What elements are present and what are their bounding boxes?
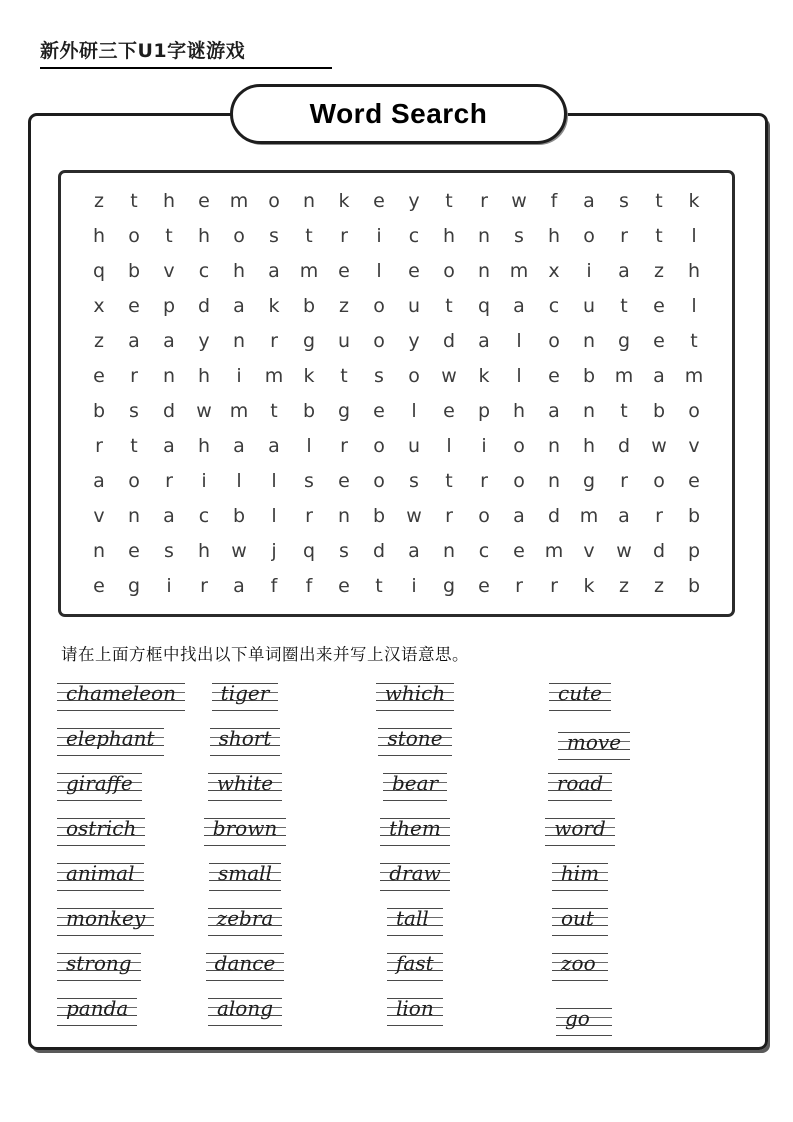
grid-letter: p xyxy=(162,295,176,317)
word-text: tiger xyxy=(220,681,270,705)
word-text: animal xyxy=(66,861,135,885)
grid-letter: a xyxy=(548,400,560,422)
grid-letter: i xyxy=(481,435,487,457)
grid-letter: o xyxy=(373,470,385,492)
word-guide-lines xyxy=(548,773,612,801)
grid-letter: h xyxy=(232,260,246,282)
grid-letter: t xyxy=(165,225,173,247)
grid-letter: y xyxy=(408,190,420,212)
grid-letter: r xyxy=(620,470,628,492)
grid-letter: w xyxy=(441,365,457,387)
grid-letter: w xyxy=(406,505,422,527)
grid-letter: n xyxy=(127,505,141,527)
grid-letter: a xyxy=(163,435,175,457)
grid-letter: k xyxy=(268,295,280,317)
grid-letter: o xyxy=(443,260,455,282)
grid-letter: v xyxy=(583,540,595,562)
grid-letter: r xyxy=(130,365,138,387)
grid-letter: u xyxy=(407,435,421,457)
grid-letter: n xyxy=(337,505,351,527)
grid-letter: m xyxy=(684,365,704,387)
grid-letter: x xyxy=(548,260,560,282)
word-text: lion xyxy=(396,996,434,1020)
grid-letter: s xyxy=(129,400,139,422)
grid-letter: m xyxy=(299,260,319,282)
grid-letter: b xyxy=(372,505,386,527)
word-text: fast xyxy=(396,951,434,975)
grid-letter: r xyxy=(340,435,348,457)
grid-letter: e xyxy=(548,365,560,387)
word-text: stone xyxy=(387,726,443,750)
grid-letter: t xyxy=(655,190,663,212)
grid-letter: f xyxy=(550,190,558,212)
grid-letter: s xyxy=(619,190,629,212)
grid-letter: w xyxy=(511,190,527,212)
word-guide-lines xyxy=(387,998,443,1026)
grid-letter: v xyxy=(163,260,175,282)
grid-letter: t xyxy=(340,365,348,387)
grid-letter: r xyxy=(270,330,278,352)
grid-letter: o xyxy=(373,295,385,317)
word-guide-lines xyxy=(380,818,450,846)
grid-letter: d xyxy=(372,540,386,562)
grid-letter: a xyxy=(268,260,280,282)
grid-letter: b xyxy=(92,400,106,422)
word-guide-lines xyxy=(57,953,141,981)
grid-letter: e xyxy=(653,330,665,352)
grid-letter: a xyxy=(233,295,245,317)
word-guide-lines xyxy=(552,908,608,936)
grid-letter: n xyxy=(547,435,561,457)
grid-letter: c xyxy=(198,260,210,282)
grid-letter: n xyxy=(477,260,491,282)
grid-letter: e xyxy=(478,575,490,597)
grid-letter: t xyxy=(445,470,453,492)
grid-letter: y xyxy=(408,330,420,352)
grid-letter: w xyxy=(231,540,247,562)
grid-letter: u xyxy=(337,330,351,352)
grid-letter: t xyxy=(655,225,663,247)
word-text: them xyxy=(389,816,441,840)
grid-letter: d xyxy=(197,295,211,317)
word-guide-lines xyxy=(545,818,615,846)
grid-letter: h xyxy=(687,260,701,282)
word-guide-lines xyxy=(378,728,451,756)
grid-letter: b xyxy=(232,505,246,527)
grid-letter: g xyxy=(442,575,456,597)
word-text: zebra xyxy=(216,906,274,930)
word-guide-lines xyxy=(208,998,282,1026)
word-guide-lines xyxy=(552,953,608,981)
grid-letter: e xyxy=(93,575,105,597)
grid-letter: a xyxy=(233,575,245,597)
doc-title: 新外研三下U1字谜游戏 xyxy=(40,36,332,69)
grid-letter: e xyxy=(373,400,385,422)
grid-letter: n xyxy=(442,540,456,562)
grid-letter: b xyxy=(302,295,316,317)
grid-letter: o xyxy=(548,330,560,352)
grid-letter: i xyxy=(166,575,172,597)
grid-letter: r xyxy=(200,575,208,597)
grid-letter: s xyxy=(374,365,384,387)
grid-letter: o xyxy=(478,505,490,527)
letter-grid xyxy=(82,184,712,604)
word-text: white xyxy=(216,771,274,795)
grid-letter: a xyxy=(93,470,105,492)
grid-letter: v xyxy=(688,435,700,457)
grid-letter: t xyxy=(445,190,453,212)
grid-letter: z xyxy=(654,575,664,597)
grid-letter: j xyxy=(271,540,277,562)
word-text: strong xyxy=(66,951,132,975)
grid-letter: d xyxy=(442,330,456,352)
grid-letter: a xyxy=(653,365,665,387)
grid-letter: g xyxy=(582,470,596,492)
word-guide-lines xyxy=(57,683,185,711)
grid-letter: f xyxy=(270,575,278,597)
grid-letter: e xyxy=(338,260,350,282)
grid-letter: w xyxy=(651,435,667,457)
word-guide-lines xyxy=(208,773,282,801)
grid-letter: n xyxy=(582,330,596,352)
grid-letter: i xyxy=(201,470,207,492)
grid-letter: b xyxy=(127,260,141,282)
grid-letter: a xyxy=(233,435,245,457)
grid-letter: r xyxy=(480,190,488,212)
grid-letter: z xyxy=(654,260,664,282)
grid-letter: e xyxy=(128,295,140,317)
grid-letter: a xyxy=(408,540,420,562)
word-text: dance xyxy=(214,951,276,975)
grid-letter: b xyxy=(302,400,316,422)
grid-letter: i xyxy=(236,365,242,387)
grid-letter: t xyxy=(375,575,383,597)
grid-letter: t xyxy=(690,330,698,352)
grid-letter: o xyxy=(513,470,525,492)
grid-letter: t xyxy=(445,295,453,317)
word-guide-lines xyxy=(552,863,608,891)
word-guide-lines xyxy=(209,863,281,891)
grid-letter: m xyxy=(509,260,529,282)
word-text: go xyxy=(565,1006,590,1030)
grid-letter: f xyxy=(305,575,313,597)
word-guide-lines xyxy=(57,908,154,936)
grid-letter: a xyxy=(478,330,490,352)
grid-letter: m xyxy=(614,365,634,387)
word-guide-lines xyxy=(556,1008,612,1036)
word-search-banner xyxy=(230,84,567,144)
grid-letter: r xyxy=(165,470,173,492)
grid-letter: o xyxy=(583,225,595,247)
grid-letter: o xyxy=(373,330,385,352)
grid-letter: s xyxy=(164,540,174,562)
grid-letter: r xyxy=(515,575,523,597)
word-guide-lines xyxy=(549,683,611,711)
word-column-2 xyxy=(175,683,315,1043)
word-text: word xyxy=(554,816,606,840)
grid-letter: m xyxy=(579,505,599,527)
grid-letter: m xyxy=(264,365,284,387)
grid-letter: o xyxy=(233,225,245,247)
grid-letter: h xyxy=(512,400,526,422)
grid-letter: r xyxy=(620,225,628,247)
grid-letter: y xyxy=(198,330,210,352)
word-text: monkey xyxy=(66,906,146,930)
grid-letter: r xyxy=(95,435,103,457)
word-guide-lines xyxy=(57,863,144,891)
grid-letter: b xyxy=(687,505,701,527)
grid-letter: a xyxy=(163,505,175,527)
word-text: panda xyxy=(66,996,129,1020)
word-text: tall xyxy=(396,906,429,930)
grid-letter: m xyxy=(544,540,564,562)
grid-letter: o xyxy=(373,435,385,457)
grid-letter: a xyxy=(128,330,140,352)
grid-letter: l xyxy=(271,505,277,527)
grid-letter: o xyxy=(653,470,665,492)
grid-letter: r xyxy=(655,505,663,527)
word-text: chameleon xyxy=(66,681,176,705)
word-guide-lines xyxy=(57,773,142,801)
grid-letter: h xyxy=(92,225,106,247)
word-text: giraffe xyxy=(66,771,133,795)
banner-title: Word Search xyxy=(309,98,488,129)
word-text: road xyxy=(556,771,604,795)
letter-grid-box xyxy=(58,170,735,617)
grid-letter: g xyxy=(337,400,351,422)
grid-letter: h xyxy=(197,540,211,562)
grid-letter: i xyxy=(586,260,592,282)
grid-letter: e xyxy=(338,470,350,492)
grid-letter: h xyxy=(162,190,176,212)
grid-letter: l xyxy=(271,470,277,492)
word-text: out xyxy=(561,906,594,930)
grid-letter: l xyxy=(411,400,417,422)
grid-letter: s xyxy=(304,470,314,492)
grid-letter: e xyxy=(408,260,420,282)
grid-letter: b xyxy=(687,575,701,597)
grid-letter: n xyxy=(162,365,176,387)
grid-letter: o xyxy=(268,190,280,212)
word-guide-lines xyxy=(208,908,283,936)
grid-letter: d xyxy=(617,435,631,457)
grid-letter: h xyxy=(442,225,456,247)
grid-letter: s xyxy=(269,225,279,247)
grid-letter: s xyxy=(514,225,524,247)
grid-letter: m xyxy=(229,190,249,212)
grid-letter: l xyxy=(306,435,312,457)
word-text: brown xyxy=(212,816,278,840)
grid-letter: i xyxy=(376,225,382,247)
grid-letter: u xyxy=(582,295,596,317)
grid-letter: t xyxy=(130,190,138,212)
grid-letter: h xyxy=(582,435,596,457)
grid-letter: a xyxy=(513,505,525,527)
grid-letter: r xyxy=(550,575,558,597)
grid-letter: k xyxy=(583,575,595,597)
grid-letter: q xyxy=(477,295,491,317)
grid-letter: l xyxy=(376,260,382,282)
grid-letter: h xyxy=(197,225,211,247)
grid-letter: d xyxy=(547,505,561,527)
grid-letter: u xyxy=(407,295,421,317)
word-text: elephant xyxy=(66,726,155,750)
grid-letter: a xyxy=(268,435,280,457)
grid-letter: e xyxy=(513,540,525,562)
word-text: short xyxy=(218,726,272,750)
word-text: cute xyxy=(558,681,602,705)
grid-letter: p xyxy=(687,540,701,562)
grid-letter: w xyxy=(616,540,632,562)
word-guide-lines xyxy=(57,728,164,756)
grid-letter: n xyxy=(302,190,316,212)
grid-letter: q xyxy=(302,540,316,562)
word-guide-lines xyxy=(387,908,443,936)
word-text: zoo xyxy=(561,951,596,975)
grid-letter: o xyxy=(688,400,700,422)
grid-letter: z xyxy=(339,295,349,317)
grid-letter: q xyxy=(92,260,106,282)
grid-letter: e xyxy=(93,365,105,387)
grid-letter: l xyxy=(691,225,697,247)
word-guide-lines xyxy=(380,863,449,891)
grid-letter: z xyxy=(94,190,104,212)
grid-letter: r xyxy=(340,225,348,247)
word-guide-lines xyxy=(387,953,443,981)
grid-letter: a xyxy=(618,505,630,527)
word-text: bear xyxy=(391,771,439,795)
grid-letter: n xyxy=(582,400,596,422)
grid-letter: e xyxy=(443,400,455,422)
grid-letter: n xyxy=(477,225,491,247)
grid-letter: a xyxy=(618,260,630,282)
word-column-3 xyxy=(345,683,485,1043)
grid-letter: z xyxy=(94,330,104,352)
word-guide-lines xyxy=(57,818,145,846)
grid-letter: d xyxy=(652,540,666,562)
word-guide-lines xyxy=(212,683,279,711)
grid-letter: c xyxy=(408,225,420,247)
grid-letter: l xyxy=(236,470,242,492)
grid-letter: z xyxy=(619,575,629,597)
grid-letter: t xyxy=(620,400,628,422)
grid-letter: e xyxy=(653,295,665,317)
grid-letter: p xyxy=(477,400,491,422)
grid-letter: l xyxy=(516,365,522,387)
word-text: along xyxy=(216,996,274,1020)
grid-letter: k xyxy=(338,190,350,212)
grid-letter: l xyxy=(446,435,452,457)
grid-letter: k xyxy=(303,365,315,387)
grid-letter: c xyxy=(548,295,560,317)
grid-letter: w xyxy=(196,400,212,422)
word-guide-lines xyxy=(383,773,447,801)
grid-letter: b xyxy=(652,400,666,422)
grid-letter: o xyxy=(128,470,140,492)
word-text: ostrich xyxy=(66,816,137,840)
grid-letter: n xyxy=(547,470,561,492)
grid-letter: l xyxy=(691,295,697,317)
word-text: move xyxy=(566,730,622,754)
word-guide-lines xyxy=(558,732,630,760)
grid-letter: a xyxy=(513,295,525,317)
grid-letter: o xyxy=(128,225,140,247)
grid-letter: o xyxy=(408,365,420,387)
grid-letter: s xyxy=(409,470,419,492)
word-guide-lines xyxy=(57,998,137,1026)
grid-letter: k xyxy=(478,365,490,387)
grid-letter: a xyxy=(583,190,595,212)
grid-letter: h xyxy=(547,225,561,247)
grid-letter: o xyxy=(513,435,525,457)
grid-letter: x xyxy=(93,295,105,317)
grid-letter: t xyxy=(130,435,138,457)
word-text: small xyxy=(218,861,272,885)
grid-letter: v xyxy=(93,505,105,527)
grid-letter: c xyxy=(198,505,210,527)
grid-letter: t xyxy=(270,400,278,422)
grid-letter: i xyxy=(411,575,417,597)
grid-letter: r xyxy=(305,505,313,527)
grid-letter: e xyxy=(688,470,700,492)
word-guide-lines xyxy=(376,683,454,711)
grid-letter: l xyxy=(516,330,522,352)
grid-letter: r xyxy=(445,505,453,527)
grid-letter: h xyxy=(197,365,211,387)
grid-letter: r xyxy=(480,470,488,492)
grid-letter: e xyxy=(198,190,210,212)
word-guide-lines xyxy=(206,953,285,981)
word-text: draw xyxy=(389,861,441,885)
grid-letter: c xyxy=(478,540,490,562)
word-guide-lines xyxy=(210,728,281,756)
grid-letter: e xyxy=(338,575,350,597)
grid-letter: n xyxy=(232,330,246,352)
grid-letter: k xyxy=(688,190,700,212)
grid-letter: e xyxy=(128,540,140,562)
grid-letter: m xyxy=(229,400,249,422)
word-text: which xyxy=(384,681,446,705)
grid-letter: n xyxy=(92,540,106,562)
grid-letter: t xyxy=(305,225,313,247)
instruction-text: 请在上面方框中找出以下单词圈出来并写上汉语意思。 xyxy=(61,645,469,664)
grid-letter: e xyxy=(373,190,385,212)
grid-letter: g xyxy=(127,575,141,597)
word-guide-lines xyxy=(204,818,286,846)
grid-letter: g xyxy=(302,330,316,352)
word-text: him xyxy=(560,861,600,885)
grid-letter: h xyxy=(197,435,211,457)
grid-letter: s xyxy=(339,540,349,562)
grid-letter: a xyxy=(163,330,175,352)
word-column-4 xyxy=(510,683,650,1043)
grid-letter: d xyxy=(162,400,176,422)
grid-letter: g xyxy=(617,330,631,352)
grid-letter: t xyxy=(620,295,628,317)
grid-letter: b xyxy=(582,365,596,387)
